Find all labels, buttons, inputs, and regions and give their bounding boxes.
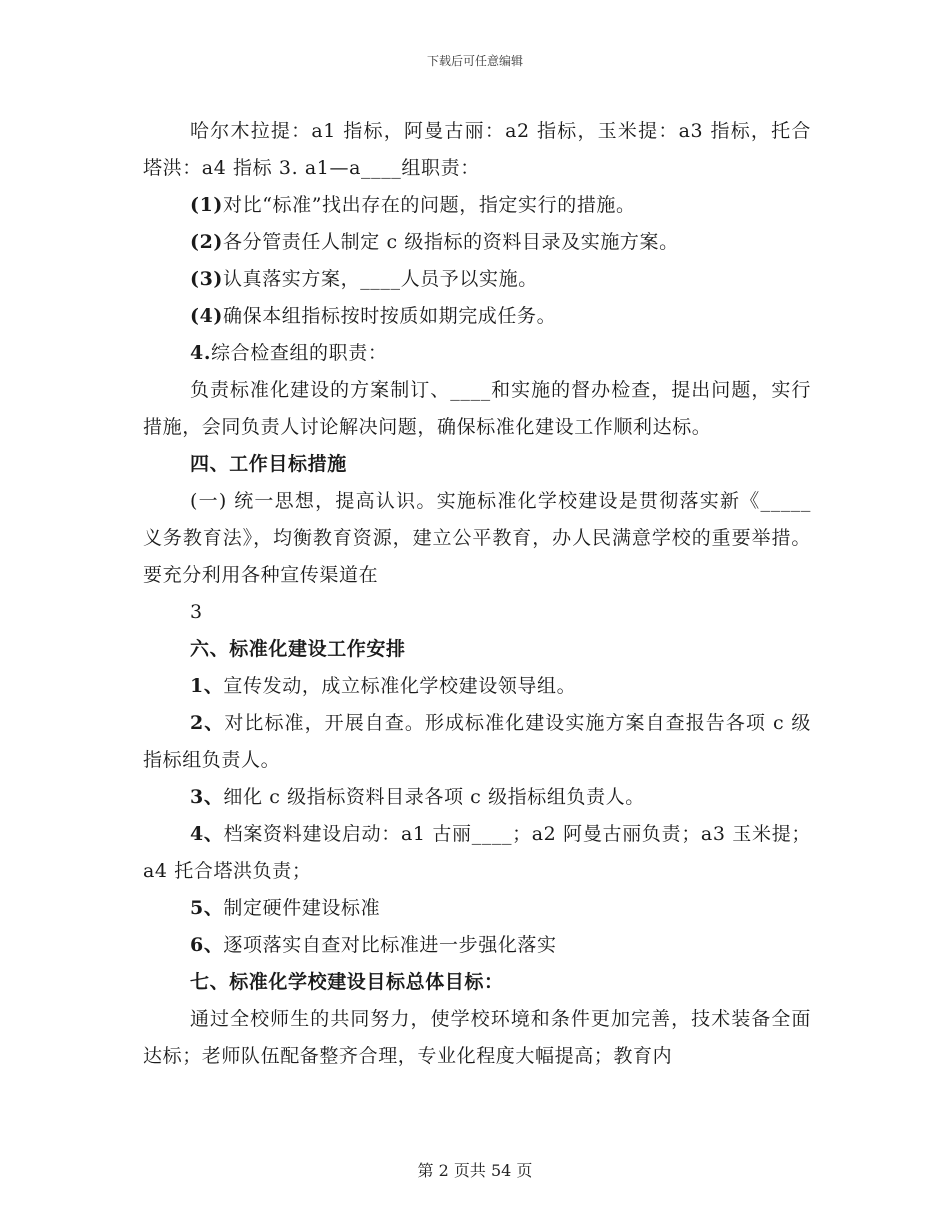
section-item — [143, 335, 811, 372]
document-body — [143, 113, 811, 1075]
list-item — [143, 890, 811, 927]
paragraph-group-assignments: 哈尔木拉提：a1 指标，阿曼古丽：a2 指标，玉米提：a3 指标，托合塔洪：a4 指标 3. a1—a____组职责： — [143, 120, 811, 179]
list-number: (3) — [190, 268, 223, 290]
list-item — [143, 298, 811, 335]
list-text: 档案资料建设启动：a1 古丽____；a2 阿曼古丽负责；a3 玉米提；a4 托合塔洪负责； — [143, 823, 812, 882]
list-item — [143, 705, 811, 779]
list-item — [143, 816, 811, 890]
list-number: (4) — [190, 305, 223, 327]
list-number: 6、 — [190, 934, 224, 956]
list-number: (1) — [190, 194, 223, 216]
list-text: 制定硬件建设标准 — [223, 897, 381, 919]
section-heading: 四、工作目标措施 — [190, 453, 347, 475]
section-heading: 六、标准化建设工作安排 — [190, 638, 406, 660]
list-number: 3、 — [190, 786, 224, 808]
section-text: 综合检查组的职责： — [211, 342, 388, 364]
paragraph-measures: (一) 统一思想，提高认识。实施标准化学校建设是贯彻落实新《_____义务教育法》，均衡教育资源，建立公平教育，办人民满意学校的重要举措。要充分利用各种宣传渠道在 — [143, 490, 811, 586]
list-item — [143, 668, 811, 705]
list-text: 认真落实方案，____人员予以实施。 — [223, 268, 538, 290]
list-item — [143, 779, 811, 816]
paragraph-inspection-duties: 负责标准化建设的方案制订、____和实施的督办检查，提出问题，实行措施，会同负责人讨论解决问题，确保标准化建设工作顺利达标。 — [143, 379, 811, 438]
list-number: 5、 — [190, 897, 224, 919]
list-number: 1、 — [190, 675, 224, 697]
list-text: 细化 c 级指标资料目录各项 c 级指标组负责人。 — [223, 786, 645, 808]
section-number: 4. — [190, 342, 212, 364]
page-footer: 第 2 页共 54 页 — [417, 1161, 533, 1180]
page-header: 下载后可任意编辑 — [426, 54, 523, 68]
list-item — [143, 261, 811, 298]
list-text: 确保本组指标按时按质如期完成任务。 — [223, 305, 557, 327]
list-text: 宣传发动，成立标准化学校建设领导组。 — [223, 675, 577, 697]
section-heading: 七、标准化学校建设目标总体目标： — [190, 971, 504, 993]
list-number: 2、 — [190, 712, 225, 734]
list-text: 对比标准，开展自查。形成标准化建设实施方案自查报告各项 c 级指标组负责人。 — [143, 712, 811, 771]
list-item — [143, 224, 811, 261]
list-text: 逐项落实自查对比标准进一步强化落实 — [223, 934, 557, 956]
list-text: 各分管责任人制定 c 级指标的资料目录及实施方案。 — [223, 231, 679, 253]
list-number: (2) — [190, 231, 223, 253]
list-text: 对比“标准”找出存在的问题，指定实行的措施。 — [223, 194, 636, 216]
paragraph-overall-goal: 通过全校师生的共同努力，使学校环境和条件更加完善，技术装备全面达标；老师队伍配备整齐合理，专业化程度大幅提高；教育内 — [143, 1008, 811, 1067]
stray-number: 3 — [190, 601, 203, 623]
list-item — [143, 187, 811, 224]
list-item — [143, 927, 811, 964]
list-number: 4、 — [190, 823, 224, 845]
